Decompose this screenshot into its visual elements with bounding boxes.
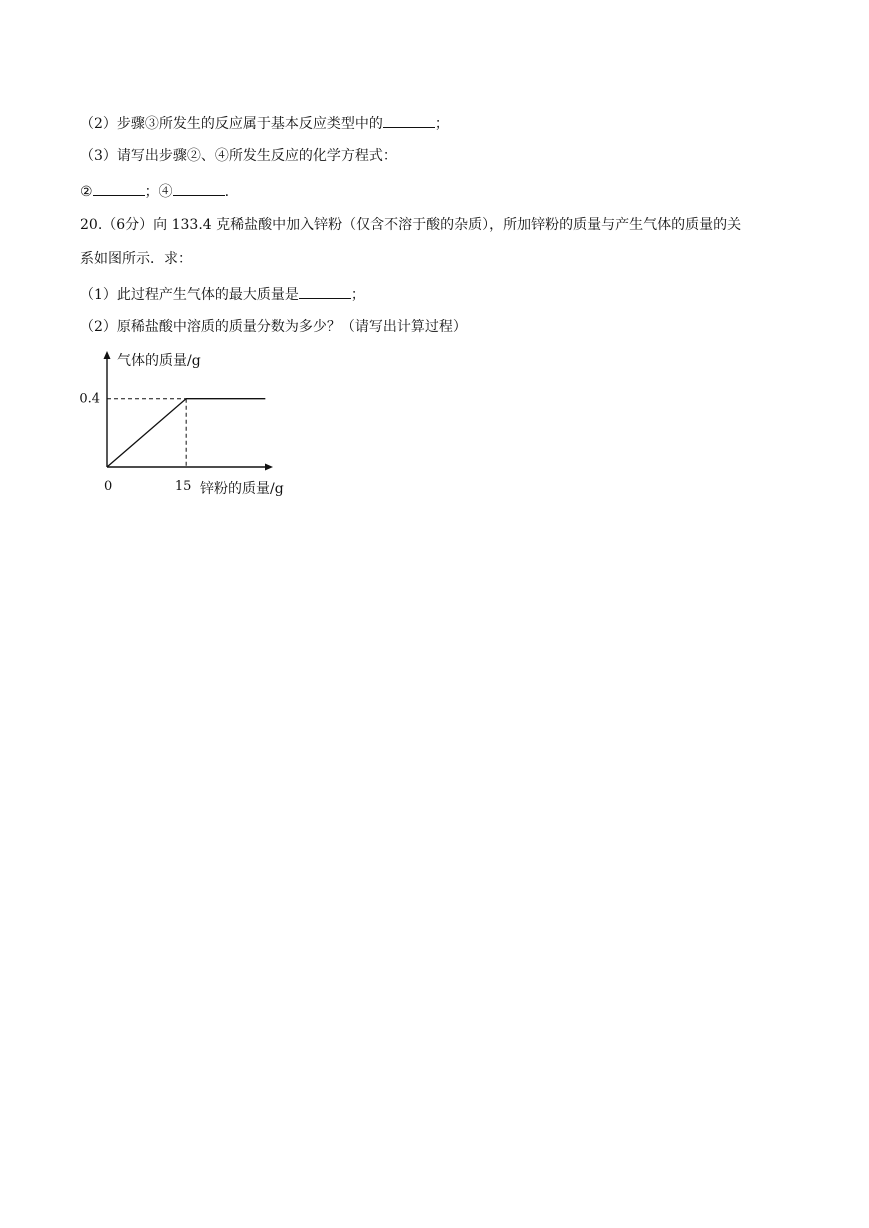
y-tick-label: 0.4 — [79, 391, 100, 407]
answer-blank[interactable] — [383, 113, 435, 128]
q20-stem-line-1 — [80, 215, 741, 235]
answer-blank[interactable] — [173, 181, 225, 196]
equation-2-marker: ② — [80, 184, 93, 200]
answer-blank[interactable] — [299, 284, 351, 299]
line-end-period: . — [224, 184, 230, 200]
equation-4-marker: ；④ — [144, 184, 173, 200]
q20-part1-text: （1）此过程产生气体的最大质量是 — [80, 287, 299, 303]
answer-blank[interactable] — [93, 181, 145, 196]
q20-part1-line — [80, 284, 365, 305]
origin-label: 0 — [104, 479, 113, 494]
q20-stem-text-1: 20.（6分）向 133.4 克稀盐酸中加入锌粉（仅含不溶于酸的杂质），所加锌粉的质量与产生气体的质量的关 — [80, 217, 742, 233]
q20-stem-text-2: 系如图所示．求： — [80, 251, 192, 267]
q19-part2-line — [80, 113, 449, 134]
q19-part2-end: ； — [434, 116, 449, 132]
q20-stem-line-2 — [80, 249, 192, 269]
x-axis-arrow — [265, 464, 273, 471]
q20-part2-line — [80, 317, 467, 337]
q19-part2-text: （2）步骤③所发生的反应属于基本反应类型中的 — [80, 116, 383, 132]
q20-part1-end: ； — [350, 287, 365, 303]
gas-mass-chart — [79, 346, 316, 506]
y-axis-label: 气体的质量/g — [117, 353, 201, 369]
x-tick-label: 15 — [174, 479, 192, 494]
q19-part3-line — [80, 146, 397, 166]
x-axis-label: 锌粉的质量/g — [200, 481, 284, 497]
q20-part2-text: （2）原稀盐酸中溶质的质量分数为多少？（请写出计算过程） — [80, 319, 467, 335]
chart-svg — [79, 346, 316, 506]
q19-equations-line — [80, 181, 229, 202]
q19-part3-text: （3）请写出步骤②、④所发生反应的化学方程式： — [80, 148, 397, 164]
y-axis-arrow — [104, 351, 111, 359]
